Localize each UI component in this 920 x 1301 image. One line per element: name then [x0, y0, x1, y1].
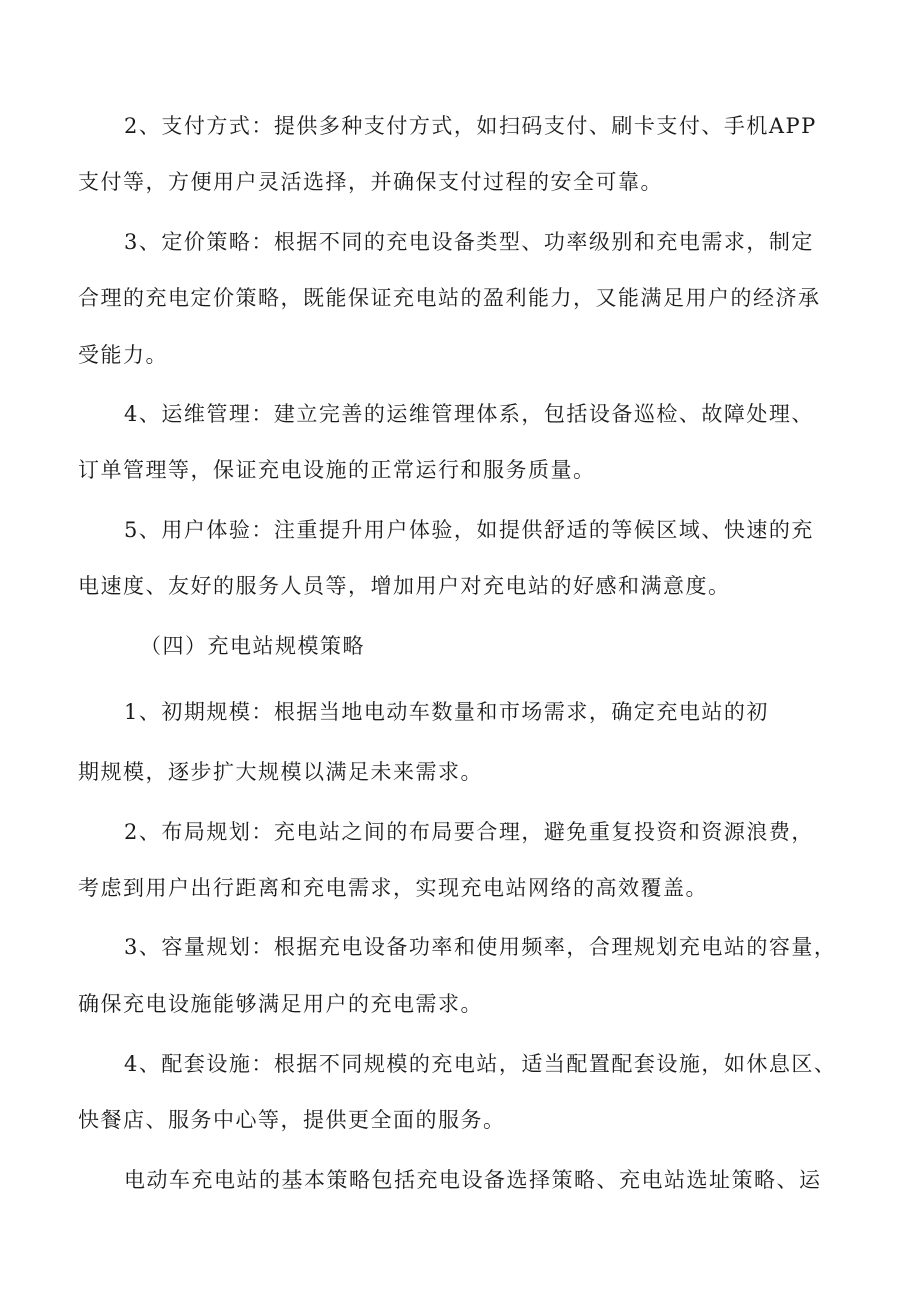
paragraph-pricing-line-3: 受能力。: [78, 343, 168, 367]
paragraph-summary-line-1: 电动车充电站的基本策略包括充电设备选择策略、充电站选址策略、运: [124, 1168, 822, 1192]
paragraph-initial-scale-line-1: 1、初期规模：根据当地电动车数量和市场需求，确定充电站的初: [124, 700, 769, 724]
paragraph-pricing-line-1: 3、定价策略：根据不同的充电设备类型、功率级别和充电需求，制定: [124, 230, 814, 254]
paragraph-payment-line-2: 支付等，方便用户灵活选择，并确保支付过程的安全可靠。: [78, 170, 663, 194]
paragraph-facilities-line-2: 快餐店、服务中心等，提供更全面的服务。: [78, 1108, 506, 1132]
section-heading: （四）充电站规模策略: [140, 634, 365, 658]
paragraph-experience-line-2: 电速度、友好的服务人员等，增加用户对充电站的好感和满意度。: [78, 574, 731, 598]
paragraph-operations-line-1: 4、运维管理：建立完善的运维管理体系，包括设备巡检、故障处理、: [124, 402, 814, 426]
paragraph-layout-line-2: 考虑到用户出行距离和充电需求，实现充电站网络的高效覆盖。: [78, 876, 708, 900]
paragraph-pricing-line-2: 合理的充电定价策略，既能保证充电站的盈利能力，又能满足用户的经济承: [78, 286, 821, 310]
paragraph-capacity-line-2: 确保充电设施能够满足用户的充电需求。: [78, 992, 483, 1016]
paragraph-facilities-line-1: 4、配套设施：根据不同规模的充电站，适当配置配套设施，如休息区、: [124, 1052, 837, 1076]
paragraph-payment-line-1: 2、支付方式：提供多种支付方式，如扫码支付、刷卡支付、手机APP: [124, 114, 817, 138]
paragraph-operations-line-2: 订单管理等，保证充电设施的正常运行和服务质量。: [78, 458, 596, 482]
paragraph-initial-scale-line-2: 期规模，逐步扩大规模以满足未来需求。: [78, 760, 483, 784]
paragraph-capacity-line-1: 3、容量规划：根据充电设备功率和使用频率，合理规划充电站的容量，: [124, 935, 837, 959]
paragraph-layout-line-1: 2、布局规划：充电站之间的布局要合理，避免重复投资和资源浪费，: [124, 820, 814, 844]
paragraph-experience-line-1: 5、用户体验：注重提升用户体验，如提供舒适的等候区域、快速的充: [124, 518, 814, 542]
